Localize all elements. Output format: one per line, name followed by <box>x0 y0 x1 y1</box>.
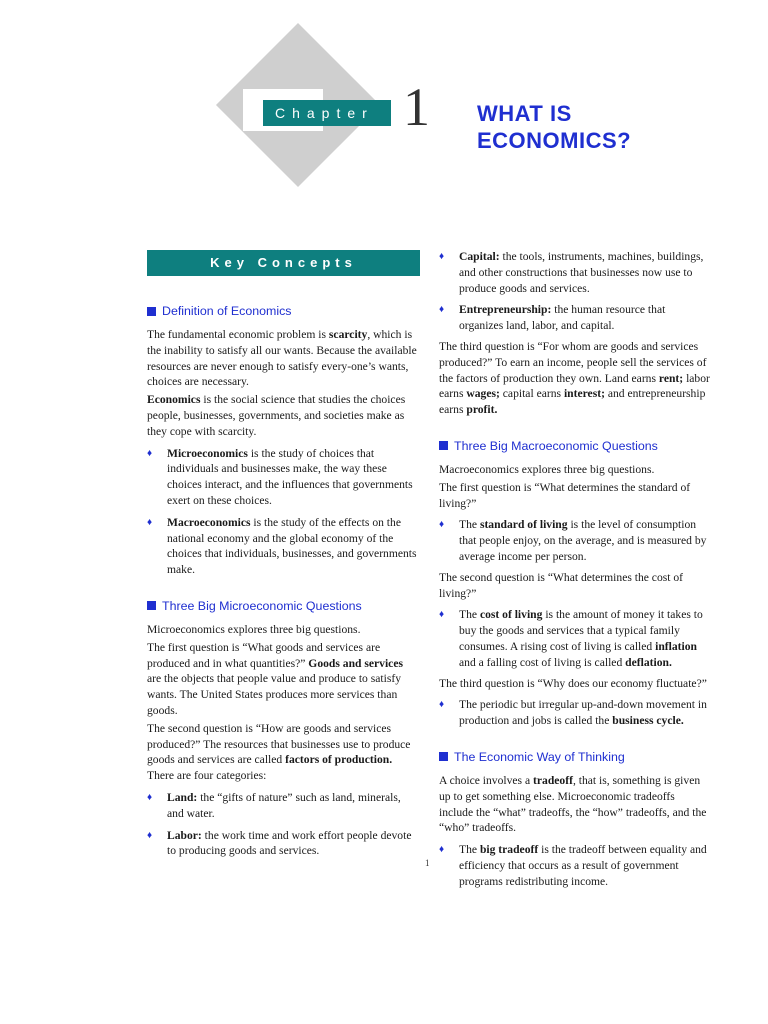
text: the “gifts of nature” such as land, minerals, and water. <box>167 790 401 820</box>
paragraph: Macroeconomics explores three big questions. <box>439 462 655 476</box>
term: Macroeconomics <box>167 515 251 529</box>
section-heading-text: Three Big Macroeconomic Questions <box>454 438 658 453</box>
paragraph: The first question is “What determines the standard of living?” <box>439 480 691 510</box>
text: The second question is “How are goods and services produced?” The resources that businesses use to produce goods and services are called <box>147 721 411 767</box>
section-heading-definition <box>147 303 420 319</box>
text: is the amount of money it takes to buy the goods and services that a typical family consumes. A rising cost of living is called <box>459 608 703 653</box>
bullet-item <box>439 697 710 729</box>
bullet-item <box>439 842 710 889</box>
term: Goods and services <box>308 656 403 670</box>
text: is the level of consumption that people enjoy, on the average, and is measured by average income per person. <box>459 518 707 563</box>
term: standard of living <box>479 518 568 532</box>
text: The <box>459 843 480 857</box>
square-marker-icon <box>439 441 448 450</box>
right-column <box>439 249 710 895</box>
term: tradeoff <box>533 773 573 787</box>
paragraph <box>147 327 420 390</box>
text: is the tradeoff between equality and efficiency that occurs as a result of government programs redistributing income. <box>459 843 707 888</box>
square-marker-icon <box>147 307 156 316</box>
text: is the study of the effects on the national economy and the global economy of the choices that individuals, businesses, and governments make. <box>167 515 417 577</box>
text: The fundamental economic problem is <box>147 328 329 341</box>
text: labor earns <box>439 371 710 401</box>
key-concepts-banner: Key Concepts <box>147 250 420 276</box>
text: , which is the inability to satisfy all our wants. Because the available resources are never enough to satisfy every-one’s wants, choices are necessary. <box>147 328 417 389</box>
term: profit. <box>466 403 498 417</box>
diamond-bullet-icon: ♦ <box>439 699 445 711</box>
text: and entrepreneurship earns <box>439 387 706 417</box>
section-heading-micro <box>147 598 420 614</box>
chapter-number: 1 <box>403 77 430 137</box>
text: The third question is “For whom are goods and services produced?” To earn an income, people sell the services of the factors of production they own. Land earns <box>439 339 707 385</box>
section-heading-text: Definition of Economics <box>162 304 292 318</box>
term: big tradeoff <box>479 843 539 857</box>
section-heading-text: Three Big Microeconomic Questions <box>162 598 362 613</box>
chapter-label: Chapter <box>263 100 391 126</box>
paragraph: Microeconomics explores three big questions. <box>147 622 361 636</box>
diamond-bullet-icon: ♦ <box>439 519 445 531</box>
section-heading-text: The Economic Way of Thinking <box>454 749 625 764</box>
term: rent; <box>658 371 684 385</box>
paragraph <box>147 392 420 439</box>
term: interest; <box>563 387 605 401</box>
bullet-item <box>439 249 710 296</box>
paragraph <box>147 721 420 784</box>
diamond-bullet-icon: ♦ <box>147 516 153 528</box>
left-column <box>147 250 420 864</box>
text: the human resource that organizes land, labor, and capital. <box>459 303 666 333</box>
diamond-bullet-icon: ♦ <box>439 304 445 316</box>
text: the work time and work effort people devote to producing goods and services. <box>167 828 412 858</box>
term: Land: <box>167 790 198 804</box>
term: Labor: <box>167 828 202 842</box>
bullet-item <box>147 790 420 822</box>
term: Capital: <box>459 250 500 263</box>
term: Entrepreneurship: <box>459 303 552 317</box>
paragraph: The third question is “Why does our economy fluctuate?” <box>439 676 707 690</box>
square-marker-icon <box>147 601 156 610</box>
text: the tools, instruments, machines, buildings, and other constructions that businesses now use to produce goods and services. <box>459 250 704 295</box>
diamond-bullet-icon: ♦ <box>439 844 445 856</box>
term: cost of living <box>479 608 543 622</box>
diamond-bullet-icon: ♦ <box>147 829 153 841</box>
text: is the social science that studies the choices people, businesses, governments, and societies make as they cope with scarcity. <box>147 393 406 438</box>
text: The <box>459 608 480 622</box>
term: factors of production. <box>285 753 393 767</box>
bullet-item <box>147 828 420 860</box>
paragraph <box>439 773 710 836</box>
text: is the study of choices that individuals and businesses make, the way these choices interact, and the influences that governments exert on these choices. <box>167 446 413 507</box>
term: wages; <box>466 387 500 401</box>
bullet-item <box>147 515 420 578</box>
chapter-title-line2: ECONOMICS? <box>477 128 632 153</box>
text: are the objects that people value and produce to satisfy wants. The United States produces more services than goods. <box>147 672 402 717</box>
chapter-title-line1: WHAT IS <box>477 101 572 126</box>
text: A choice involves a <box>439 773 534 787</box>
text: capital earns <box>499 387 564 401</box>
term: inflation <box>655 639 697 653</box>
term: deflation. <box>625 655 672 669</box>
page-number: 1 <box>425 858 430 868</box>
paragraph <box>439 339 710 418</box>
bullet-item <box>439 607 710 670</box>
paragraph: The second question is “What determines the cost of living?” <box>439 570 684 600</box>
section-heading-macro <box>439 438 710 454</box>
text: The periodic but irregular up-and-down movement in production and jobs is called the <box>459 698 707 728</box>
diamond-bullet-icon: ♦ <box>147 791 153 803</box>
term: Microeconomics <box>167 446 248 460</box>
term: scarcity <box>328 328 368 341</box>
bullet-item <box>439 517 710 564</box>
term: Economics <box>147 393 201 407</box>
term: business cycle. <box>612 714 684 728</box>
text: and a falling cost of living is called <box>459 655 626 669</box>
text: The <box>459 518 480 532</box>
bullet-item <box>147 446 420 509</box>
diamond-bullet-icon: ♦ <box>439 251 445 262</box>
text: , that is, something is given up to get something else. Microeconomic tradeoffs include the “what” tradeoffs, the “how” tradeoffs, and the “who” tradeoffs. <box>439 773 707 835</box>
text: The first question is “What goods and services are produced and in what quantities?” <box>147 640 381 670</box>
square-marker-icon <box>439 752 448 761</box>
diamond-bullet-icon: ♦ <box>147 447 153 459</box>
text: There are four categories: <box>147 769 267 783</box>
section-heading-thinking <box>439 749 710 765</box>
bullet-item <box>439 302 710 334</box>
paragraph <box>147 640 420 719</box>
diamond-bullet-icon: ♦ <box>439 609 445 621</box>
chapter-title <box>477 100 737 154</box>
